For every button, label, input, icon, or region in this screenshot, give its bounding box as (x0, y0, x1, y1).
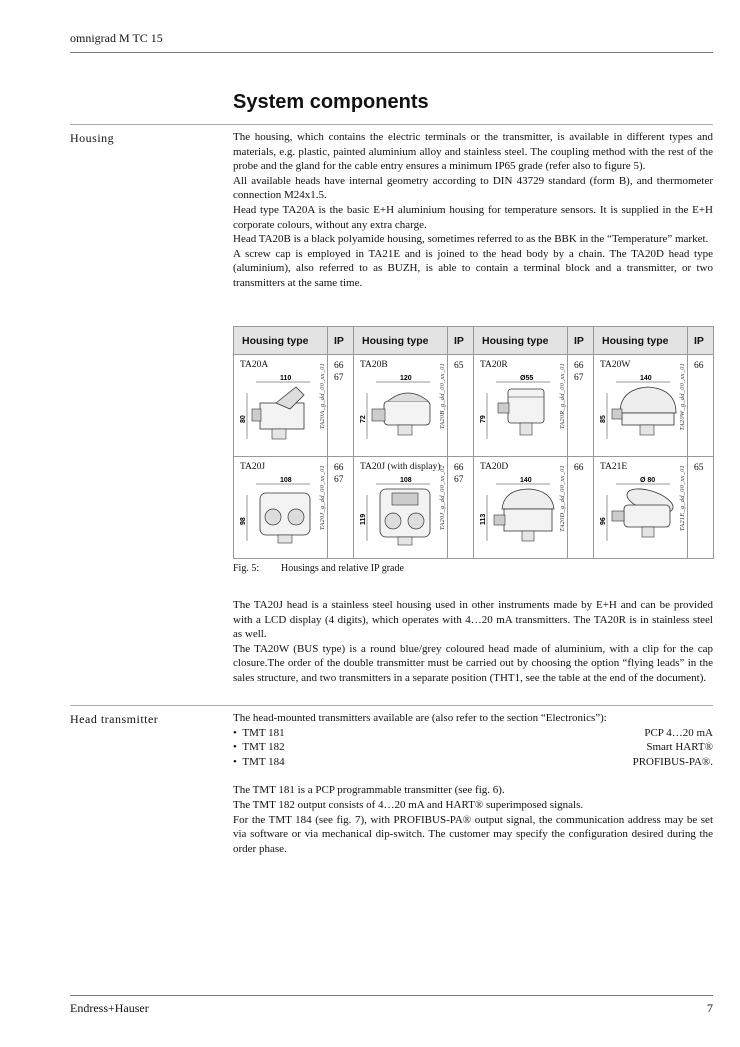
housing-drawing (478, 373, 562, 447)
ip-cell: 66 67 (328, 355, 354, 457)
transmitter-name: TMT 184 (242, 755, 285, 768)
paragraph: Head TA20B is a black polyamide housing, sometimes referred to as the BBK in the “Temperature” market. (233, 233, 709, 246)
housing-text (233, 130, 713, 291)
column-header-ip: IP (328, 327, 354, 355)
column-header-ip: IP (448, 327, 474, 355)
housing-type-name: TA20R (480, 360, 508, 370)
housing-cell (474, 355, 568, 457)
paragraph: The head-mounted transmitters available are (also refer to the section “Electronics”): (233, 712, 607, 724)
height-dimension: 119 (360, 513, 367, 525)
width-dimension: Ø55 (520, 375, 534, 382)
paragraph: The TMT 182 output consists of 4…20 mA and HART® superimposed signals. (233, 798, 584, 811)
header-rule (70, 52, 713, 53)
paragraph: For the TMT 184 (see fig. 7), with PROFIBUS-PA® output signal, the communication address may be set via software or via mechanical dip-switch. The customer may specify the configuration desired during the order phase. (233, 813, 713, 855)
housing-type-name: TA20B (360, 360, 388, 370)
drawing-code: TA20W_g_dd_00_xx_01 (679, 363, 686, 431)
column-header-ip: IP (568, 327, 594, 355)
housing-drawing (478, 475, 562, 549)
list-item: • TMT 182 Smart HART® (233, 741, 713, 754)
figure-label: Fig. 5: (233, 563, 260, 574)
housing-cell (474, 457, 568, 559)
height-dimension: 79 (480, 415, 487, 423)
transmitter-text (233, 711, 713, 856)
transmitter-name: TMT 181 (242, 726, 285, 739)
transmitter-signal: PCP 4…20 mA (644, 726, 713, 739)
list-item: • TMT 181 PCP 4…20 mA (233, 726, 713, 739)
width-dimension: 108 (280, 477, 292, 484)
width-dimension: 140 (520, 477, 532, 484)
width-dimension: Ø 80 (640, 477, 656, 484)
housing-type-name: TA20J (240, 462, 266, 472)
ip-cell: 65 (688, 457, 714, 559)
ip-cell: 66 (568, 457, 594, 559)
width-dimension: 140 (640, 375, 652, 382)
transmitter-name: TMT 182 (242, 741, 285, 754)
paragraph: All available heads have internal geometry according to DIN 43729 standard (form B), and thermometer connection M24x1.5. (233, 174, 713, 202)
figure-text: Housings and relative IP grade (281, 563, 404, 574)
footer-rule (70, 995, 713, 996)
drawing-code: TA20J_g_dd_00_xx_02 (439, 465, 446, 531)
running-header: omnigrad M TC 15 (70, 31, 163, 45)
width-dimension: 120 (400, 375, 412, 382)
housing-drawing (238, 475, 322, 549)
width-dimension: 108 (400, 477, 412, 484)
housing-drawing (238, 373, 322, 447)
ip-cell: 66 67 (328, 457, 354, 559)
housing-type-name: TA20J (with display) (360, 462, 441, 472)
section-rule-transmitter (70, 705, 713, 706)
paragraph: The TA20W (BUS type) is a round blue/grey coloured head made of aluminium, with a clip for the cap closure.The order of the double transmitter must be carried out by choosing the option “flying leads” in the sales structure, and two transmitters in a separate position (THT1, see the table at the end of the document). (233, 642, 713, 684)
housing-type-name: TA20A (240, 360, 269, 370)
housing-cell (234, 457, 328, 559)
table-row (234, 457, 714, 559)
height-dimension: 96 (600, 517, 607, 525)
paragraph: Head type TA20A is the basic E+H aluminium housing for temperature sensors. It is supplied in the E+H corporate colours, without any extra charge. (233, 203, 713, 231)
figure-caption (233, 563, 404, 574)
housing-table (233, 326, 714, 559)
column-header-housing-type: Housing type (354, 327, 448, 355)
table-header-row (234, 327, 714, 355)
height-dimension: 72 (360, 415, 367, 423)
section-rule-housing (70, 124, 713, 125)
column-header-ip: IP (688, 327, 714, 355)
housing-type-name: TA21E (600, 462, 628, 472)
height-dimension: 80 (240, 415, 247, 423)
housing-cell (594, 457, 688, 559)
housing-drawing (598, 475, 682, 549)
drawing-code: TA20R_g_dd_00_xx_01 (559, 363, 566, 430)
column-header-housing-type: Housing type (234, 327, 328, 355)
width-dimension: 110 (280, 375, 292, 382)
ip-cell: 65 (448, 355, 474, 457)
housing-drawing (598, 373, 682, 447)
height-dimension: 113 (480, 513, 487, 525)
housing-cell (354, 457, 448, 559)
drawing-code: TA20A_g_dd_00_xx_01 (319, 363, 326, 430)
ip-cell: 66 (688, 355, 714, 457)
housing-type-name: TA20W (600, 360, 631, 370)
transmitter-list (233, 726, 713, 770)
ip-cell: 66 67 (448, 457, 474, 559)
housing-cell (234, 355, 328, 457)
drawing-code: TA20B_g_dd_00_xx_01 (439, 363, 446, 430)
column-header-housing-type: Housing type (474, 327, 568, 355)
height-dimension: 85 (600, 415, 607, 423)
section-title: System components (233, 91, 429, 113)
housing-drawing (358, 373, 442, 447)
housing-cell (354, 355, 448, 457)
ip-cell: 66 67 (568, 355, 594, 457)
transmitter-signal: PROFIBUS-PA®. (632, 755, 713, 768)
paragraph: The TA20J head is a stainless steel housing used in other instruments made by E+H and can be provided with a LCD display (4 digits), which operates with 4…20 mA transmitters. The TA20R is in stainless steel as well. (233, 599, 713, 641)
housing-text-after (233, 598, 713, 686)
transmitter-signal: Smart HART® (646, 741, 713, 754)
housing-type-name: TA20D (480, 462, 509, 472)
housing-cell (594, 355, 688, 457)
page-number: 7 (707, 1001, 713, 1015)
sidebar-label-housing: Housing (70, 131, 115, 145)
height-dimension: 98 (240, 517, 247, 525)
table-row (234, 355, 714, 457)
column-header-housing-type: Housing type (594, 327, 688, 355)
housing-drawing (358, 475, 442, 549)
sidebar-label-head-transmitter: Head transmitter (70, 712, 159, 726)
drawing-code: TA20D_g_dd_00_xx_01 (559, 465, 566, 532)
paragraph: A screw cap is employed in TA21E and is joined to the head body by a chain. The TA20D head type (aluminium), also referred to as BUZH, is able to contain a terminal block and a transmitter, or two transmitters at the same time. (233, 247, 713, 289)
drawing-code: TA21E_g_dd_00_xx_01 (679, 465, 686, 532)
footer-company: Endress+Hauser (70, 1001, 149, 1015)
list-item: • TMT 184 PROFIBUS-PA®. (233, 755, 713, 768)
paragraph: The TMT 181 is a PCP programmable transmitter (see fig. 6). (233, 784, 505, 797)
paragraph: The housing, which contains the electric terminals or the transmitter, is available in different types and materials, e.g. plastic, painted aluminium alloy and stainless steel. The coupling method with the rest of the probe and the gland for the cable entry ensures a minimum IP65 grade (refer also to figure 5). (233, 131, 713, 173)
drawing-code: TA20J_g_dd_00_xx_01 (319, 465, 326, 531)
